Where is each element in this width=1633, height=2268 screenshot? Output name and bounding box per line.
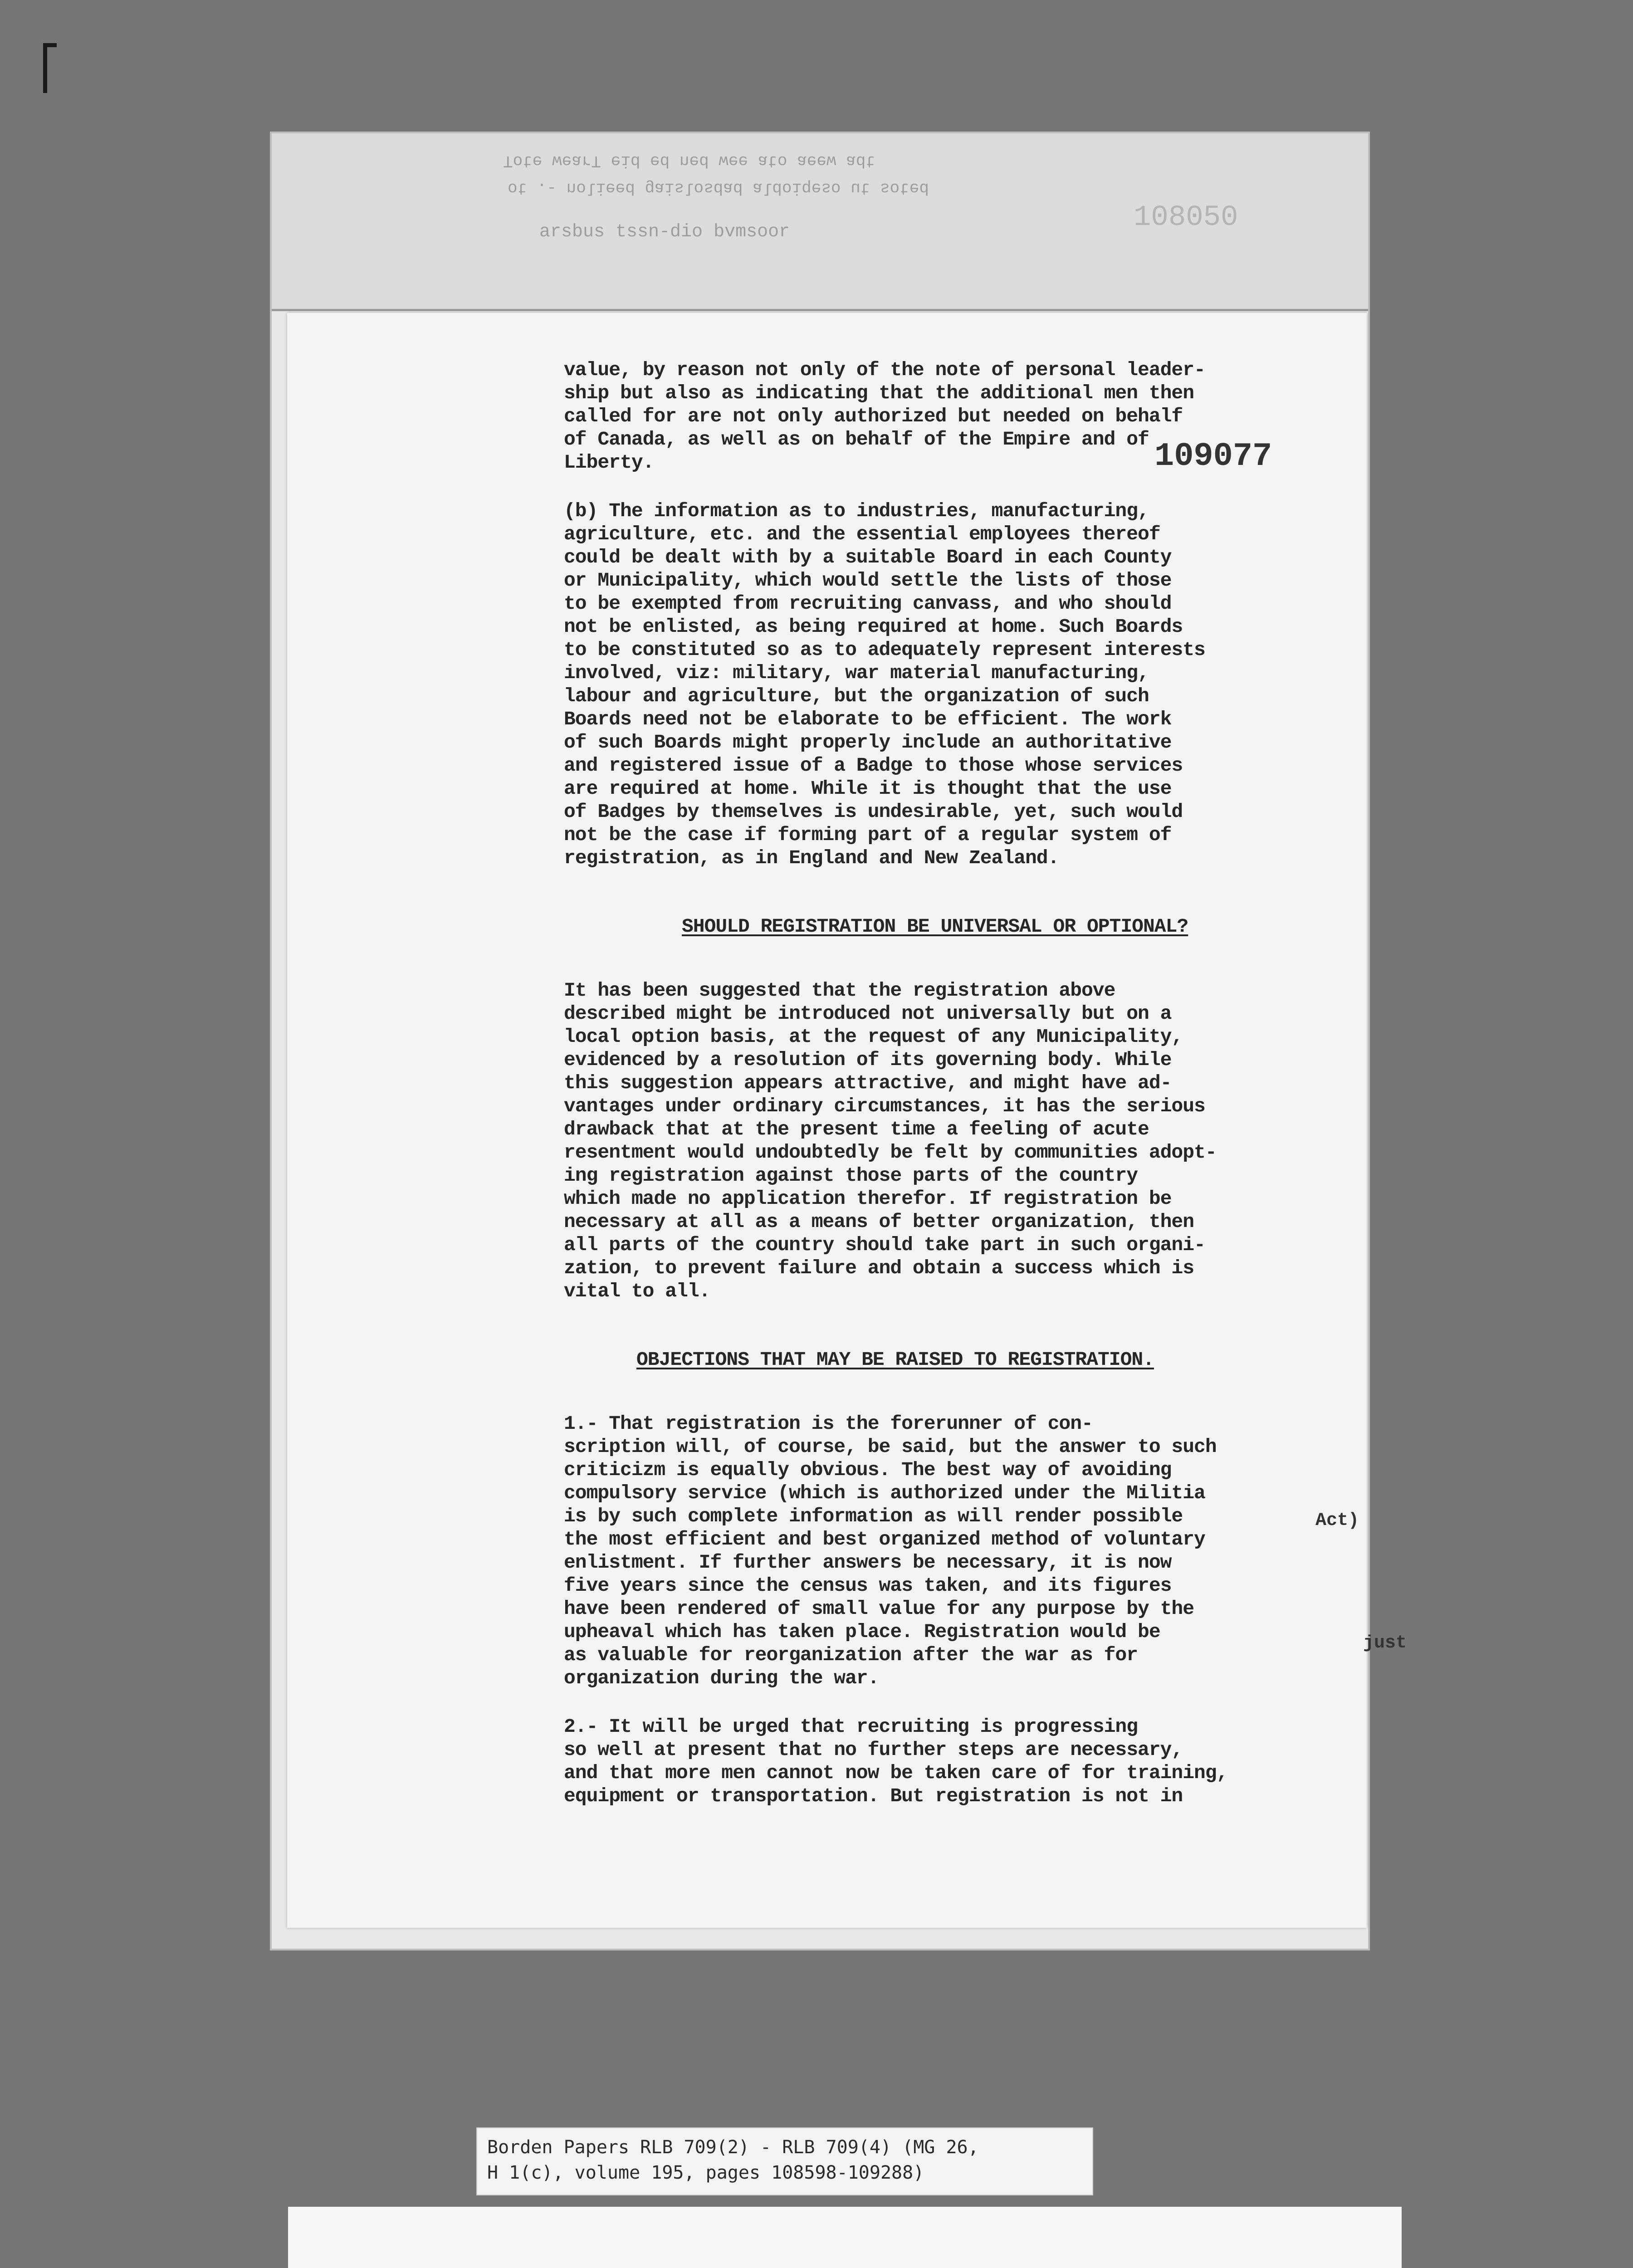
page-number-stamp: 109077 [1154, 438, 1272, 475]
margin-note: just [1363, 1633, 1407, 1653]
bleed-through-text: Tote wearT eid ed ned wee ato aeew adt [503, 152, 875, 170]
paragraph-objection-2: 2.- It will be urged that recruiting is progressing so well at present that no further steps are necessary, and that more men cannot now be taken care of for training, equipment or transportation. But registration is not in [564, 1716, 1228, 1807]
margin-note: Act) [1315, 1510, 1359, 1531]
paragraph-optional-registration: It has been suggested that the registration above described might be introduced not universally but on a local option basis, at the request of any Municipality, evidenced by a resolution of its governing body. While this suggestion appears attractive, and might have ad- vantages under ordinary circumstances, it has the serious drawback that at the present time a feeling of acute resentment would undoubtedly be felt by communities adopt- ing registration against those parts of the country which made no application therefor. If registration be necessary at all as a means of better organization, then all parts of the country should take part in such organi- zation, to prevent failure and obtain a success which is vital to all. [564, 979, 1217, 1302]
section-heading-registration: SHOULD REGISTRATION BE UNIVERSAL OR OPTIONAL? [682, 915, 1188, 938]
section-heading-objections: OBJECTIONS THAT MAY BE RAISED TO REGISTRATION. [636, 1349, 1154, 1371]
film-corner-mark [43, 43, 57, 93]
bleed-through-text: arsbus tssn-dio bvmsoor [539, 222, 790, 242]
document-page [287, 313, 1367, 1928]
paragraph-value: value, by reason not only of the note of personal leader- ship but also as indicating that the additional men then called for are not only authorized but needed on behalf of Canada, as well as on behalf of the Empire and of Liberty. [564, 359, 1205, 474]
archives-card [288, 2207, 1402, 2268]
paragraph-objection-1: 1.- That registration is the forerunner of con- scription will, of course, be said, but the answer to such criticizm is equally obvious. The best way of avoiding compulsory service (which is authorized under the Militia is by such complete information as will render possible the most efficient and best organized method of voluntary enlistment. If further answers be necessary, it is now five years since the census was taken, and its figures have been rendered of small value for any purpose by the upheaval which has taken place. Registration would be as valuable for reorganization after the war as for organization during the war. [564, 1413, 1217, 1689]
reference-label: Borden Papers RLB 709(2) - RLB 709(4) (MG 26, H 1(c), volume 195, pages 108598-109288) [476, 2127, 1093, 2195]
paragraph-b-boards: (b) The information as to industries, manufacturing, agriculture, etc. and the essential employees thereof could be dealt with by a suitable Board in each County or Municipality, which would settle the lists of those to be exempted from recruiting canvass, and who should not be enlisted, as being required at home. Such Boards to be constituted so as to adequately represent interests involved, viz: military, war material manufacturing, labour and agriculture, but the organization of such Boards need not be elaborate to be efficient. The work of such Boards might properly include an authoritative and registered issue of a Badge to those whose services are required at home. While it is thought that the use of Badges by themselves is undesirable, yet, such would not be the case if forming part of a regular system of registration, as in England and New Zealand. [564, 500, 1205, 869]
document-body [564, 358, 1308, 1833]
bleed-through-text: ot .- nolieed gaislosdad aldoiqeso ut soted [508, 179, 929, 197]
backing-stamp-number: 108050 [1134, 201, 1238, 234]
